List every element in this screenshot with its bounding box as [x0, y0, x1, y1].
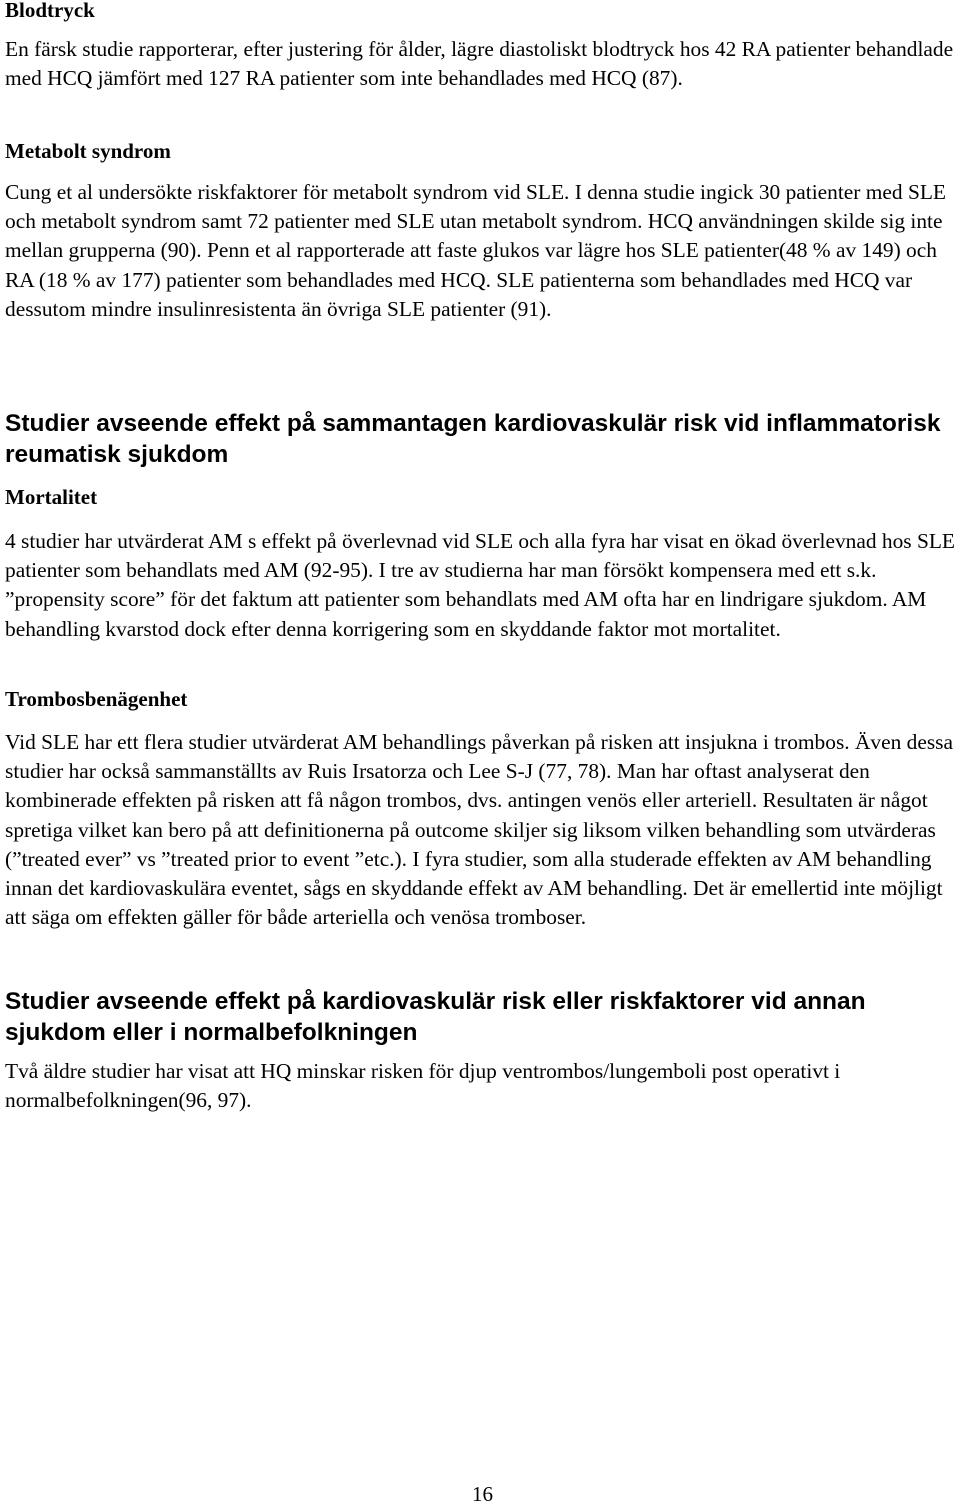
section-heading-mortalitet: Mortalitet — [5, 485, 98, 509]
section-heading-studier-annan-sjukdom: Studier avseende effekt på kardiovaskulär risk eller riskfaktorer vid annan sjukdom eller i normalbefolkningen — [5, 988, 866, 1046]
section-heading-blodtryck: Blodtryck — [5, 0, 95, 22]
paragraph-studier-annan-sjukdom: Två äldre studier har visat att HQ minskar risken för djup ventrombos/lungemboli post operativt i normalbefolkningen(96, 97). — [5, 1059, 841, 1113]
section-heading-studier-inflammatorisk: Studier avseende effekt på sammantagen kardiovaskulär risk vid inflammatorisk reumatisk sjukdom — [5, 410, 941, 468]
paragraph-metabolt-syndrom: Cung et al undersökte riskfaktorer för metabolt syndrom vid SLE. I denna studie ingick 30 patienter med SLE och metabolt syndrom samt 72 patienter med SLE utan metabolt syndrom. HCQ användningen skilde sig inte mellan grupperna (90). Penn et al rapporterade att faste glukos var lägre hos SLE patienter(48 % av 149) och RA (18 % av 177) patienter som behandlades med HCQ. SLE patienterna som behandlades med HCQ var dessutom mindre insulinresistenta än övriga SLE patienter (91). — [5, 180, 946, 321]
paragraph-blodtryck: En färsk studie rapporterar, efter justering för ålder, lägre diastoliskt blodtryck hos 42 RA patienter behandlade med HCQ jämfört med 127 RA patienter som inte behandlades med HCQ (87). — [5, 37, 954, 91]
section-heading-metabolt-syndrom: Metabolt syndrom — [5, 139, 171, 163]
paragraph-mortalitet: 4 studier har utvärderat AM s effekt på överlevnad vid SLE och alla fyra har visat en ökad överlevnad hos SLE patienter som behandlats med AM (92-95). I tre av studierna har man försökt kompensera med ett s.k. ”propensity score” för det faktum att patienter som behandlats med AM ofta har en lindrigare sjukdom. AM behandling kvarstod dock efter denna korrigering som en skyddande faktor mot mortalitet. — [5, 529, 956, 641]
section-heading-trombosbenagenhet: Trombosbenägenhet — [5, 687, 188, 711]
paragraph-trombosbenagenhet: Vid SLE har ett flera studier utvärderat AM behandlings påverkan på risken att insjukna i trombos. Även dessa studier har också sammanställts av Ruis Irsatorza och Lee S-J (77, 78). Man har oftast analyserat den kombinerade effekten på risken att få någon trombos, dvs. antingen venös eller arteriell. Resultaten är något spretiga vilket kan bero på att definitionerna på outcome skiljer sig liksom vilken behandling som utvärderas (”treated ever” vs ”treated prior to event ”etc.). I fyra studier, som alla studerade effekten av AM behandling innan det kardiovaskulära eventet, sågs en skyddande effekt av AM behandling. Det är emellertid inte möjligt att säga om effekten gäller för både arteriella och venösa tromboser. — [5, 730, 953, 930]
page-number: 16 — [472, 1482, 493, 1506]
